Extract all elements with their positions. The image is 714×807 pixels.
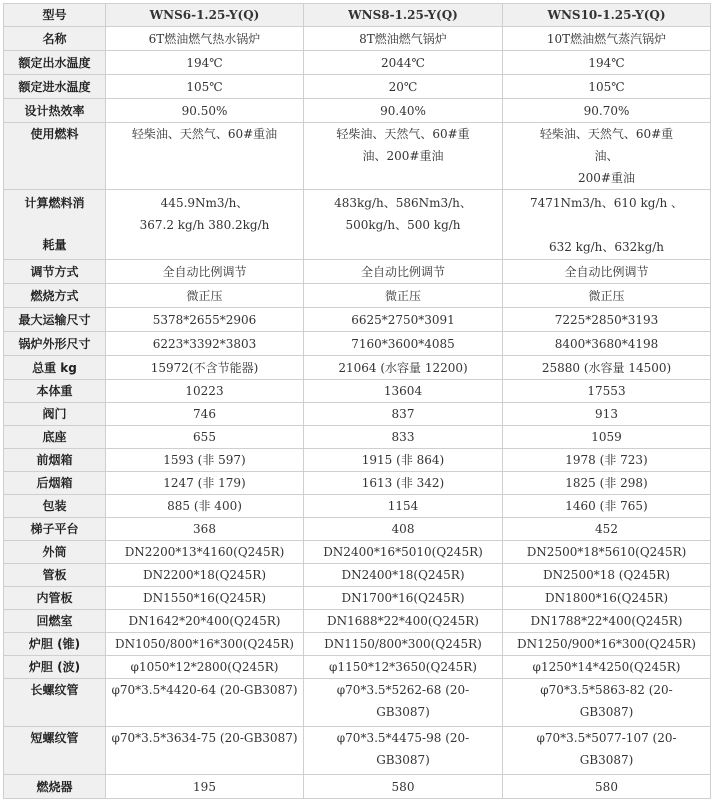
cell-value: DN2400*16*5010(Q245R) [304,541,503,564]
row-label-line: 计算燃料消 [24,196,85,210]
cell-value: 1460 (非 765) [503,495,711,518]
cell-value: 105℃ [106,75,304,99]
cell-value: DN2500*18 (Q245R) [503,564,711,587]
cell-line: φ70*3.5*4420-64 (20-GB3087) [111,683,298,697]
cell-value: DN1150/800*300(Q245R) [304,633,503,656]
cell-line: 367.2 kg/h 380.2kg/h [139,218,270,232]
row-label: 阀门 [4,403,106,426]
cell-value: 1154 [304,495,503,518]
cell-value: 580 [503,775,711,799]
boiler-spec-table [3,3,711,799]
table-row [4,633,711,656]
cell-value: 13604 [304,380,503,403]
row-label: 内管板 [4,587,106,610]
row-label: 回燃室 [4,610,106,633]
header-label: 型号 [4,4,106,27]
cell-value: 105℃ [503,75,711,99]
cell-value: 655 [106,426,304,449]
table-row [4,518,711,541]
cell-value: 1593 (非 597) [106,449,304,472]
cell-value: 837 [304,403,503,426]
row-label: 管板 [4,564,106,587]
cell-value [503,679,711,727]
cell-line: 500kg/h、500 kg/h [345,218,461,232]
cell-value: 15972(不含节能器) [106,356,304,380]
cell-line: φ70*3.5*5077-107 (20- [536,731,677,745]
table-row [4,472,711,495]
cell-value: 194℃ [106,51,304,75]
cell-value: 1059 [503,426,711,449]
cell-value: 580 [304,775,503,799]
cell-value: 1613 (非 342) [304,472,503,495]
row-label: 短螺纹管 [4,727,106,775]
table-row [4,449,711,472]
cell-line: 445.9Nm3/h、 [160,196,249,210]
table-row [4,356,711,380]
row-label: 炉胆 (锥) [4,633,106,656]
cell-value [304,190,503,260]
cell-value: 1915 (非 864) [304,449,503,472]
cell-value: 5378*2655*2906 [106,308,304,332]
table-row [4,587,711,610]
cell-value: 194℃ [503,51,711,75]
cell-value: DN1788*22*400(Q245R) [503,610,711,633]
cell-value: 微正压 [106,284,304,308]
cell-line: φ70*3.5*5262-68 (20- [336,683,470,697]
cell-line: 483kg/h、586Nm3/h、 [334,196,472,210]
cell-value: DN2500*18*5610(Q245R) [503,541,711,564]
row-label: 包装 [4,495,106,518]
table-row [4,403,711,426]
cell-value: 微正压 [503,284,711,308]
row-label: 长螺纹管 [4,679,106,727]
row-label [4,190,106,260]
row-label: 设计热效率 [4,99,106,123]
cell-value: 10T燃油燃气蒸汽锅炉 [503,27,711,51]
table-row [4,99,711,123]
cell-value: 17553 [503,380,711,403]
row-label: 额定出水温度 [4,51,106,75]
row-label: 燃烧方式 [4,284,106,308]
cell-value: 7160*3600*4085 [304,332,503,356]
row-label: 燃烧器 [4,775,106,799]
cell-line: 轻柴油、天然气、60#重 [336,127,470,141]
cell-value [503,727,711,775]
cell-value: 368 [106,518,304,541]
cell-line: φ70*3.5*3634-75 (20-GB3087) [111,731,298,745]
cell-line: 油、 [594,149,619,163]
table-row [4,426,711,449]
cell-value: 833 [304,426,503,449]
cell-value: 6223*3392*3803 [106,332,304,356]
row-label: 前烟箱 [4,449,106,472]
cell-value: DN1050/800*16*300(Q245R) [106,633,304,656]
cell-line: GB3087) [376,753,430,767]
cell-value: 90.50% [106,99,304,123]
cell-value: 20℃ [304,75,503,99]
cell-value: DN1550*16(Q245R) [106,587,304,610]
table-row [4,610,711,633]
cell-line: 油、200#重油 [362,149,444,163]
row-label-line: 耗量 [42,238,67,252]
table-row [4,260,711,284]
table-row [4,495,711,518]
cell-value: DN1250/900*16*300(Q245R) [503,633,711,656]
row-label: 梯子平台 [4,518,106,541]
row-label: 底座 [4,426,106,449]
header-row [4,4,711,27]
cell-line: φ70*3.5*5863-82 (20- [540,683,673,697]
cell-value: 90.70% [503,99,711,123]
cell-value: DN2400*18(Q245R) [304,564,503,587]
cell-value: DN2200*18(Q245R) [106,564,304,587]
cell-line: 轻柴油、天然气、60#重 [539,127,674,141]
cell-value [304,679,503,727]
row-label: 使用燃料 [4,123,106,190]
cell-value: 90.40% [304,99,503,123]
cell-value: 10223 [106,380,304,403]
row-label: 最大运输尺寸 [4,308,106,332]
cell-value [106,727,304,775]
model-name: WNS10-1.25-Y(Q) [503,4,711,27]
cell-line: 632 kg/h、632kg/h [548,240,665,254]
cell-value [106,679,304,727]
cell-value: 885 (非 400) [106,495,304,518]
cell-value: 21064 (水容量 12200) [304,356,503,380]
cell-line: 200#重油 [578,171,635,185]
table-row [4,727,711,775]
row-label: 本体重 [4,380,106,403]
table-row [4,656,711,679]
table-row [4,332,711,356]
cell-value: 全自动比例调节 [304,260,503,284]
cell-value: 746 [106,403,304,426]
cell-value: φ1250*14*4250(Q245R) [503,656,711,679]
cell-value: 微正压 [304,284,503,308]
row-label: 名称 [4,27,106,51]
cell-value: 7225*2850*3193 [503,308,711,332]
cell-value: 1825 (非 298) [503,472,711,495]
model-name: WNS8-1.25-Y(Q) [304,4,503,27]
cell-value [106,190,304,260]
table-row [4,51,711,75]
cell-value: 1247 (非 179) [106,472,304,495]
cell-value: DN1642*20*400(Q245R) [106,610,304,633]
cell-value: 1978 (非 723) [503,449,711,472]
cell-line: GB3087) [376,705,430,719]
cell-value: 6625*2750*3091 [304,308,503,332]
row-label: 总重 kg [4,356,106,380]
cell-line: φ70*3.5*4475-98 (20- [336,731,470,745]
cell-value: φ1150*12*3650(Q245R) [304,656,503,679]
cell-value [304,727,503,775]
cell-value: 452 [503,518,711,541]
cell-value: 8400*3680*4198 [503,332,711,356]
table-row [4,190,711,260]
row-label: 额定进水温度 [4,75,106,99]
cell-value: 913 [503,403,711,426]
row-label: 外筒 [4,541,106,564]
cell-value [503,123,711,190]
cell-value: 25880 (水容量 14500) [503,356,711,380]
table-row [4,308,711,332]
table-row [4,541,711,564]
row-label: 炉胆 (波) [4,656,106,679]
cell-value: 8T燃油燃气锅炉 [304,27,503,51]
cell-value [503,190,711,260]
table-row [4,679,711,727]
row-label: 后烟箱 [4,472,106,495]
cell-value: φ1050*12*2800(Q245R) [106,656,304,679]
cell-value: 408 [304,518,503,541]
cell-value [304,123,503,190]
table-row [4,380,711,403]
table-row [4,123,711,190]
table-row [4,775,711,799]
cell-value: 195 [106,775,304,799]
cell-line: GB3087) [579,753,634,767]
cell-value: 全自动比例调节 [106,260,304,284]
table-row [4,27,711,51]
cell-value: DN1700*16(Q245R) [304,587,503,610]
cell-value [106,123,304,190]
cell-value: DN2200*13*4160(Q245R) [106,541,304,564]
row-label: 锅炉外形尺寸 [4,332,106,356]
cell-line: GB3087) [579,705,634,719]
cell-line: 7471Nm3/h、610 kg/h 、 [529,196,684,210]
cell-value: DN1800*16(Q245R) [503,587,711,610]
cell-value: 2044℃ [304,51,503,75]
model-name: WNS6-1.25-Y(Q) [106,4,304,27]
table-row [4,564,711,587]
table-row [4,75,711,99]
row-label: 调节方式 [4,260,106,284]
table-row [4,284,711,308]
cell-value: DN1688*22*400(Q245R) [304,610,503,633]
cell-line: 轻柴油、天然气、60#重油 [131,127,278,141]
cell-value: 6T燃油燃气热水锅炉 [106,27,304,51]
cell-value: 全自动比例调节 [503,260,711,284]
